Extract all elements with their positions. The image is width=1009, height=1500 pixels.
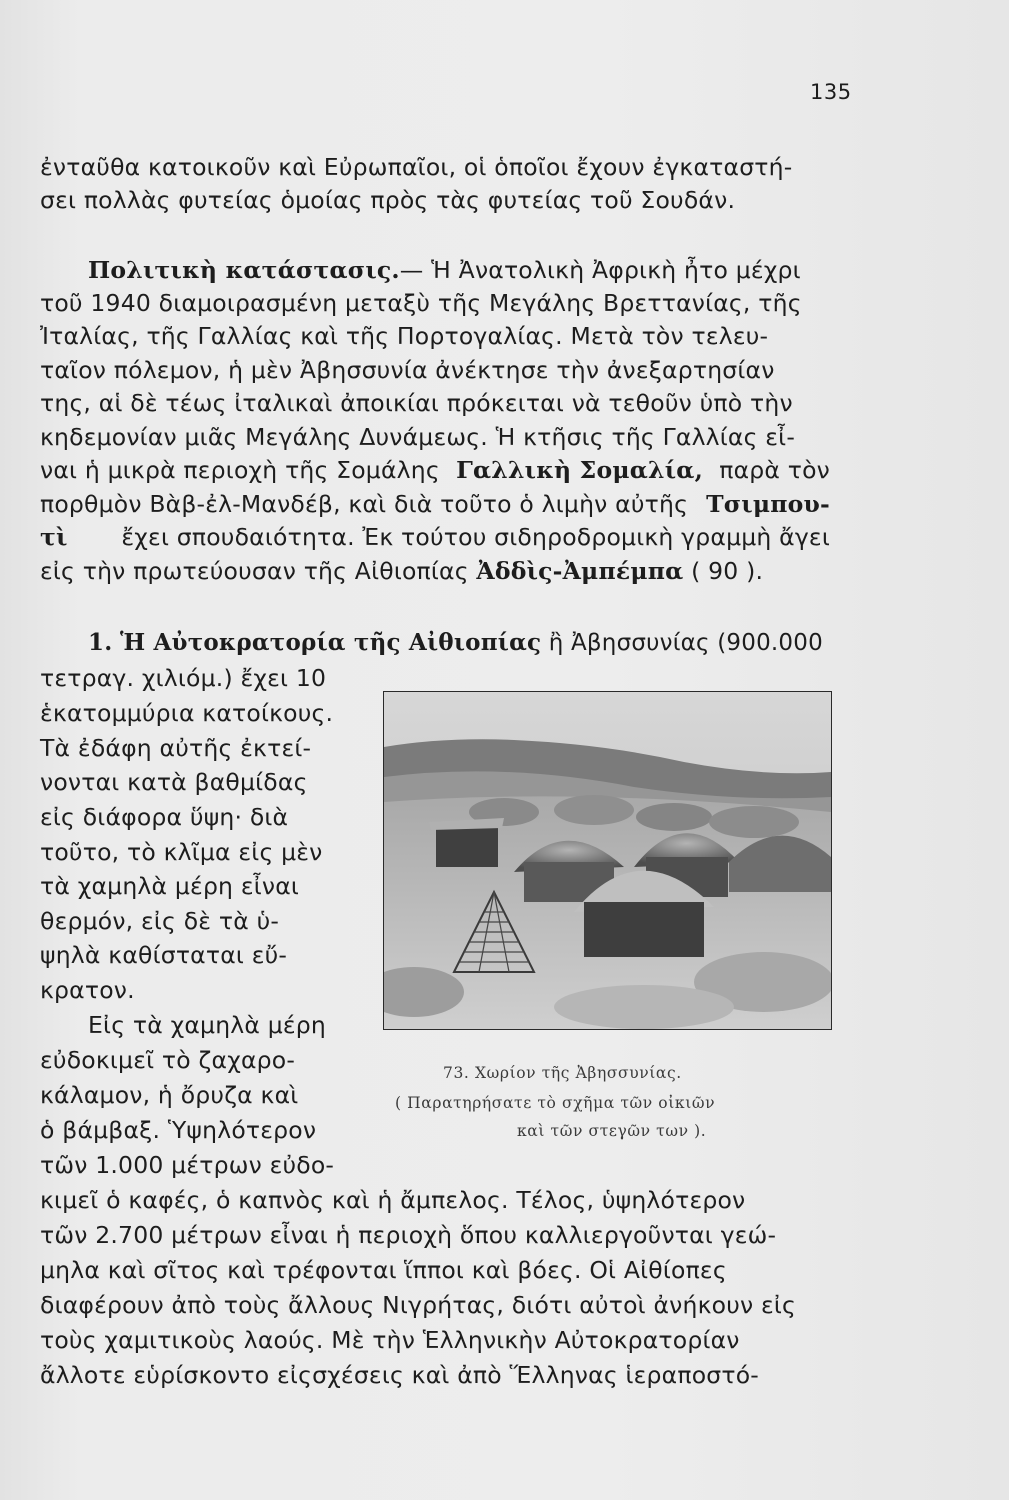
politics-line-10a: εἰς τὴν πρωτεύουσαν τῆς Αἰθιοπίας: [40, 557, 469, 585]
text-line: [40, 698, 345, 728]
full-line-4: διαφέρουν ἀπὸ τοὺς ἄλλους Νιγρήτας, διότι αὐτοὶ ἀνήκουν εἰς: [40, 1291, 797, 1319]
left-line-3: Τὰ ἐδάφη αὐτῆς ἐκτεί-: [40, 734, 312, 762]
politics-line-3: Ἰταλίας, τῆς Γαλλίας καὶ τῆς Πορτογαλίας. Μετὰ τὸν τελευ-: [40, 322, 769, 350]
text-line: [40, 940, 345, 970]
text-line: [40, 1080, 345, 1110]
text-line: [40, 871, 345, 901]
text-line: [40, 321, 830, 351]
left-line-10: κρατον.: [40, 976, 135, 1004]
text-line: [88, 1010, 326, 1040]
figure-caption-title: 73. Χωρίον τῆς Ἀβησσυνίας.: [443, 1064, 682, 1082]
text-line: [40, 1220, 830, 1250]
left-line-9: ψηλὰ καθίσταται εὔ-: [40, 941, 288, 969]
left-line-1: τετραγ. χιλιόμ.) ἔχει 10: [40, 664, 327, 692]
text-line: [40, 906, 345, 936]
text-line: [40, 1185, 830, 1215]
text-line: [40, 1115, 345, 1145]
text-line: [40, 1360, 830, 1390]
addis-ababa-term: Ἀδδὶς-Ἀμπέμπα: [476, 557, 684, 585]
french-somalia-term: Γαλλικὴ Σομαλία,: [456, 456, 703, 484]
left-line-7: τὰ χαμηλὰ μέρη εἶναι: [40, 872, 300, 900]
full-line-2: τῶν 2.700 μέτρων εἶναι ἡ περιοχὴ ὅπου καλλιεργοῦνται γεώ-: [40, 1221, 777, 1249]
village-photo-image: [384, 692, 831, 1029]
politics-line-5: της, αἱ δὲ τέως ἰταλικαὶ ἀποικίαι πρόκειται νὰ τεθοῦν ὑπὸ τὴν: [40, 389, 793, 417]
text-line: [40, 1255, 830, 1285]
figure-caption-note-2: καὶ τῶν στεγῶν των ).: [517, 1122, 707, 1140]
section-heading-rest: ἢ Ἀβησσυνίας (900.000: [548, 630, 823, 656]
full-line-3: μηλα καὶ σῖτος καὶ τρέφονται ἵπποι καὶ βόες. Οἱ Αἰθίοπες: [40, 1256, 727, 1284]
left-line-6: τοῦτο, τὸ κλῖμα εἰς μὲν: [40, 838, 323, 866]
full-line-5: τοὺς χαμιτικοὺς λαούς. Μὲ τὴν Ἑλληνικὴν Αὐτοκρατορίαν: [40, 1326, 740, 1354]
text-line: [40, 185, 735, 215]
text-line: [40, 1290, 830, 1320]
left2-line-3: κάλαμον, ἡ ὄρυζα καὶ: [40, 1081, 299, 1109]
full-line-1: κιμεῖ ὁ καφές, ὁ καπνὸς καὶ ἡ ἄμπελος. Τέλος, ὑψηλότερον: [40, 1186, 746, 1214]
text-line: [40, 1325, 830, 1355]
text-line: [40, 288, 830, 318]
text-line: [40, 837, 345, 867]
intro-line-2: σει πολλὰς φυτείας ὁμοίας πρὸς τὰς φυτείας τοῦ Σουδάν.: [40, 186, 736, 214]
politics-heading: Πολιτικὴ κατάστασις.: [88, 256, 400, 284]
section-heading-line: [88, 628, 823, 658]
politics-line-2: τοῦ 1940 διαμοιρασμένη μεταξὺ τῆς Μεγάλης Βρεττανίας, τῆς: [40, 289, 802, 317]
politics-line-10b: ( 90 ).: [691, 557, 764, 585]
section-number: 1.: [88, 629, 113, 656]
politics-line-7a: ναι ἡ μικρὰ περιοχὴ τῆς Σομάλης: [40, 456, 440, 484]
page-number: 135: [810, 80, 852, 104]
intro-line-1: ἐνταῦθα κατοικοῦν καὶ Εὐρωπαῖοι, οἱ ὁποῖοι ἔχουν ἐγκαταστή-: [40, 153, 793, 181]
politics-line-6: κηδεμονίαν μιᾶς Μεγάλης Δυνάμεως. Ἡ κτῆσις τῆς Γαλλίας εἶ-: [40, 423, 796, 451]
text-line: [40, 733, 345, 763]
politics-line-7b: παρὰ τὸν: [719, 456, 830, 484]
section-heading: Ἡ Αὐτοκρατορία τῆς Αἰθιοπίας: [119, 629, 542, 656]
text-line: [40, 802, 345, 832]
politics-line-9: ἔχει σπουδαιότητα. Ἐκ τούτου σιδηροδρομικὴ γραμμὴ ἄγει: [121, 523, 830, 551]
text-line: [40, 663, 345, 693]
djibouti-term-part1: Τσιμπου-: [706, 490, 830, 518]
text-line: [40, 388, 830, 418]
text-line: [40, 522, 830, 552]
text-line: [40, 422, 830, 452]
text-line: [40, 556, 763, 586]
left-line-5: εἰς διάφορα ὕψη· διὰ: [40, 803, 289, 831]
text-line: [40, 455, 830, 485]
left2-line-2: εὐδοκιμεῖ τὸ ζαχαρο-: [40, 1046, 296, 1074]
text-line: [40, 152, 830, 182]
text-line: [40, 1150, 345, 1180]
figure-caption-note-1: ( Παρατηρήσατε τὸ σχῆμα τῶν οἰκιῶν: [395, 1094, 716, 1112]
text-line: [40, 975, 135, 1005]
left-line-4: νονται κατὰ βαθμίδας: [40, 768, 308, 796]
left2-line-4: ὁ βάμβαξ. Ὑψηλότερον: [40, 1116, 317, 1144]
politics-line-8a: πορθμὸν Βὰβ-ἐλ-Μανδέβ, καὶ διὰ τοῦτο ὁ λιμὴν αὐτῆς: [40, 490, 689, 518]
politics-line-1: — Ἡ Ἀνατολικὴ Ἀφρικὴ ἦτο μέχρι: [399, 256, 801, 284]
village-photo: [383, 691, 832, 1030]
left2-line-5: τῶν 1.000 μέτρων εὐδο-: [40, 1151, 335, 1179]
politics-line-4: ταῖον πόλεμον, ἡ μὲν Ἀβησσυνία ἀνέκτησε τὴν ἀνεξαρτησίαν: [40, 356, 775, 384]
text-line: [40, 355, 830, 385]
politics-heading-line: [88, 255, 801, 285]
text-line: [40, 767, 345, 797]
djibouti-term-part2: τὶ: [40, 523, 68, 551]
left-line-8: θερμόν, εἰς δὲ τὰ ὑ-: [40, 907, 280, 935]
text-line: [40, 489, 830, 519]
text-line: [40, 1045, 345, 1075]
left-line-2: ἑκατομμύρια κατοίκους.: [40, 699, 334, 727]
full-line-6: ἄλλοτε εὑρίσκοντο εἰςσχέσεις καὶ ἀπὸ Ἕλληνας ἱεραποστό-: [40, 1361, 759, 1389]
left2-line-1: Εἰς τὰ χαμηλὰ μέρη: [88, 1011, 327, 1039]
